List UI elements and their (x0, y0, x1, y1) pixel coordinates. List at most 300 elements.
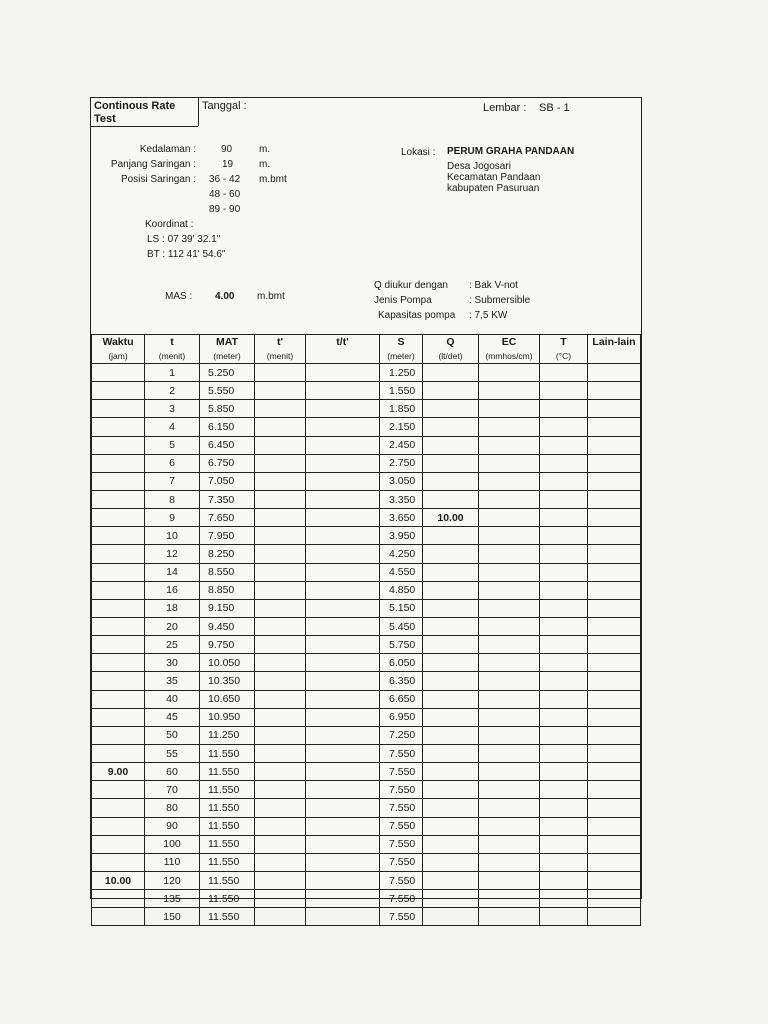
s-cell: 1.550 (380, 382, 423, 400)
waktu-cell: 9.00 (92, 763, 145, 781)
q-cell (423, 617, 479, 635)
mat-cell: 6.450 (200, 436, 255, 454)
ec-cell (479, 744, 540, 762)
table-row (92, 418, 641, 436)
t-cell: 8 (145, 490, 200, 508)
table-row (92, 744, 641, 762)
q-cell (423, 871, 479, 889)
q-cell (423, 636, 479, 654)
t-prime-cell (255, 726, 306, 744)
table-row (92, 472, 641, 490)
s-cell: 5.150 (380, 599, 423, 617)
q-cell (423, 908, 479, 926)
temp-cell (540, 636, 588, 654)
table-row (92, 672, 641, 690)
t-cell: 40 (145, 690, 200, 708)
lain-lain-cell (588, 654, 641, 672)
mat-cell: 11.250 (200, 726, 255, 744)
ec-cell (479, 599, 540, 617)
table-row (92, 763, 641, 781)
t-cell: 35 (145, 672, 200, 690)
ec-cell (479, 545, 540, 563)
table-row (92, 527, 641, 545)
table-row (92, 853, 641, 871)
t-prime-cell (255, 599, 306, 617)
lain-lain-cell (588, 599, 641, 617)
temp-cell (540, 853, 588, 871)
waktu-cell (92, 364, 145, 382)
kapasitas-pompa-value: : 7,5 KW (469, 310, 508, 321)
mas-label: MAS : (165, 291, 193, 302)
temp-cell (540, 581, 588, 599)
lembar-label: Lembar : (483, 102, 527, 114)
col-header: Lain-lain (588, 335, 641, 350)
ec-cell (479, 527, 540, 545)
temp-cell (540, 527, 588, 545)
posisi-saringan-label: Posisi Saringan : (120, 174, 196, 185)
s-cell: 6.950 (380, 708, 423, 726)
temp-cell (540, 490, 588, 508)
mat-cell: 9.150 (200, 599, 255, 617)
table-units-row (92, 349, 641, 364)
s-cell: 7.550 (380, 817, 423, 835)
t-ratio-cell (306, 817, 380, 835)
col-unit: (menit) (255, 349, 306, 364)
jenis-pompa-label: Jenis Pompa (374, 295, 432, 306)
t-ratio-cell (306, 599, 380, 617)
temp-cell (540, 708, 588, 726)
ec-cell (479, 672, 540, 690)
mat-cell: 11.550 (200, 853, 255, 871)
lain-lain-cell (588, 563, 641, 581)
mas-value: 4.00 (215, 291, 235, 302)
t-cell: 100 (145, 835, 200, 853)
mat-cell: 9.750 (200, 636, 255, 654)
t-ratio-cell (306, 763, 380, 781)
q-cell (423, 672, 479, 690)
t-cell: 45 (145, 708, 200, 726)
mat-cell: 10.950 (200, 708, 255, 726)
waktu-cell (92, 472, 145, 490)
t-cell: 3 (145, 400, 200, 418)
temp-cell (540, 418, 588, 436)
title-underline (91, 126, 198, 127)
s-cell: 3.050 (380, 472, 423, 490)
q-cell (423, 726, 479, 744)
s-cell: 7.550 (380, 871, 423, 889)
ec-cell (479, 708, 540, 726)
waktu-cell (92, 400, 145, 418)
ec-cell (479, 490, 540, 508)
q-cell (423, 364, 479, 382)
q-cell (423, 545, 479, 563)
ec-cell (479, 454, 540, 472)
ec-cell (479, 382, 540, 400)
waktu-cell (92, 890, 145, 908)
t-ratio-cell (306, 835, 380, 853)
q-cell (423, 890, 479, 908)
s-cell: 2.150 (380, 418, 423, 436)
mat-cell: 7.650 (200, 509, 255, 527)
temp-cell (540, 563, 588, 581)
lain-lain-cell (588, 490, 641, 508)
t-prime-cell (255, 617, 306, 635)
q-cell (423, 581, 479, 599)
ec-cell (479, 690, 540, 708)
mat-cell: 11.550 (200, 908, 255, 926)
lain-lain-cell (588, 436, 641, 454)
t-cell: 90 (145, 817, 200, 835)
t-prime-cell (255, 817, 306, 835)
mat-cell: 6.150 (200, 418, 255, 436)
koordinat-ls: LS : 07 39' 32.1" (147, 234, 221, 245)
t-prime-cell (255, 690, 306, 708)
lain-lain-cell (588, 871, 641, 889)
t-prime-cell (255, 890, 306, 908)
table-row (92, 509, 641, 527)
waktu-cell (92, 599, 145, 617)
panjang-saringan-label: Panjang Saringan : (110, 159, 196, 170)
lain-lain-cell (588, 726, 641, 744)
pumping-test-table (91, 334, 641, 926)
col-unit: (°C) (540, 349, 588, 364)
q-cell (423, 853, 479, 871)
panjang-saringan-unit: m. (259, 159, 271, 170)
s-cell: 7.550 (380, 853, 423, 871)
t-ratio-cell (306, 581, 380, 599)
t-ratio-cell (306, 472, 380, 490)
waktu-cell (92, 908, 145, 926)
t-ratio-cell (306, 563, 380, 581)
sheet-title: Continous Rate Test (94, 100, 176, 125)
table-row (92, 799, 641, 817)
table-body (92, 364, 641, 926)
waktu-cell (92, 817, 145, 835)
ec-cell (479, 726, 540, 744)
s-cell: 7.250 (380, 726, 423, 744)
t-ratio-cell (306, 490, 380, 508)
s-cell: 5.450 (380, 617, 423, 635)
t-prime-cell (255, 744, 306, 762)
tanggal-label: Tanggal : (202, 100, 247, 112)
lain-lain-cell (588, 527, 641, 545)
q-cell: 10.00 (423, 509, 479, 527)
s-cell: 5.750 (380, 636, 423, 654)
t-cell: 4 (145, 418, 200, 436)
table-row (92, 382, 641, 400)
t-ratio-cell (306, 726, 380, 744)
mat-cell: 11.550 (200, 835, 255, 853)
s-cell: 4.550 (380, 563, 423, 581)
waktu-cell (92, 744, 145, 762)
s-cell: 7.550 (380, 908, 423, 926)
t-cell: 80 (145, 799, 200, 817)
posisi-range-1: 36 - 42 (209, 174, 241, 185)
col-header: EC (479, 335, 540, 350)
col-header: Waktu (92, 335, 145, 350)
mat-cell: 10.050 (200, 654, 255, 672)
table-row (92, 454, 641, 472)
mat-cell: 11.550 (200, 781, 255, 799)
q-cell (423, 763, 479, 781)
q-diukur-value: : Bak V-not (469, 280, 518, 291)
lokasi-label: Lokasi : (401, 147, 436, 158)
t-cell: 1 (145, 364, 200, 382)
t-prime-cell (255, 672, 306, 690)
ec-cell (479, 400, 540, 418)
t-prime-cell (255, 400, 306, 418)
q-cell (423, 382, 479, 400)
temp-cell (540, 763, 588, 781)
temp-cell (540, 364, 588, 382)
col-header: S (380, 335, 423, 350)
temp-cell (540, 599, 588, 617)
s-cell: 4.850 (380, 581, 423, 599)
t-ratio-cell (306, 454, 380, 472)
table-header-row (92, 335, 641, 350)
table-row (92, 400, 641, 418)
waktu-cell (92, 799, 145, 817)
t-cell: 30 (145, 654, 200, 672)
lokasi-kecamatan: Kecamatan Pandaan (447, 172, 541, 183)
col-header: MAT (200, 335, 255, 350)
waktu-cell (92, 636, 145, 654)
kedalaman-value: 90 (221, 144, 233, 155)
table-row (92, 781, 641, 799)
ec-cell (479, 890, 540, 908)
temp-cell (540, 890, 588, 908)
q-cell (423, 418, 479, 436)
waktu-cell (92, 708, 145, 726)
temp-cell (540, 472, 588, 490)
q-cell (423, 781, 479, 799)
lain-lain-cell (588, 382, 641, 400)
t-cell: 110 (145, 853, 200, 871)
t-prime-cell (255, 581, 306, 599)
table-row (92, 563, 641, 581)
lokasi-desa: Desa Jogosari (447, 161, 511, 172)
s-cell: 7.550 (380, 890, 423, 908)
lain-lain-cell (588, 781, 641, 799)
lain-lain-cell (588, 400, 641, 418)
t-ratio-cell (306, 908, 380, 926)
t-prime-cell (255, 763, 306, 781)
mat-cell: 9.450 (200, 617, 255, 635)
koordinat-label: Koordinat : (145, 219, 194, 230)
waktu-cell (92, 781, 145, 799)
q-cell (423, 799, 479, 817)
table-row (92, 690, 641, 708)
t-prime-cell (255, 908, 306, 926)
mat-cell: 7.950 (200, 527, 255, 545)
table-row (92, 654, 641, 672)
t-prime-cell (255, 382, 306, 400)
s-cell: 3.950 (380, 527, 423, 545)
mat-cell: 7.350 (200, 490, 255, 508)
ec-cell (479, 799, 540, 817)
q-cell (423, 654, 479, 672)
table-row (92, 835, 641, 853)
q-cell (423, 835, 479, 853)
mat-cell: 6.750 (200, 454, 255, 472)
lokasi-value: PERUM GRAHA PANDAAN (447, 146, 575, 157)
t-ratio-cell (306, 436, 380, 454)
temp-cell (540, 781, 588, 799)
t-prime-cell (255, 654, 306, 672)
col-header: t' (255, 335, 306, 350)
ec-cell (479, 853, 540, 871)
temp-cell (540, 545, 588, 563)
q-cell (423, 817, 479, 835)
mat-cell: 11.550 (200, 744, 255, 762)
ec-cell (479, 563, 540, 581)
t-cell: 70 (145, 781, 200, 799)
col-unit (588, 349, 641, 364)
t-cell: 7 (145, 472, 200, 490)
temp-cell (540, 817, 588, 835)
lain-lain-cell (588, 418, 641, 436)
mat-cell: 5.550 (200, 382, 255, 400)
t-cell: 12 (145, 545, 200, 563)
lain-lain-cell (588, 817, 641, 835)
lain-lain-cell (588, 636, 641, 654)
lain-lain-cell (588, 454, 641, 472)
q-cell (423, 400, 479, 418)
t-cell: 25 (145, 636, 200, 654)
waktu-cell (92, 690, 145, 708)
waktu-cell (92, 436, 145, 454)
waktu-cell (92, 672, 145, 690)
waktu-cell (92, 382, 145, 400)
t-prime-cell (255, 527, 306, 545)
temp-cell (540, 871, 588, 889)
t-prime-cell (255, 509, 306, 527)
t-prime-cell (255, 545, 306, 563)
t-ratio-cell (306, 654, 380, 672)
ec-cell (479, 418, 540, 436)
s-cell: 6.050 (380, 654, 423, 672)
ec-cell (479, 617, 540, 635)
koordinat-bt: BT : 112 41' 54.6" (147, 249, 226, 260)
panjang-saringan-value: 19 (222, 159, 234, 170)
waktu-cell (92, 726, 145, 744)
table-row (92, 726, 641, 744)
t-prime-cell (255, 563, 306, 581)
waktu-cell (92, 617, 145, 635)
temp-cell (540, 672, 588, 690)
s-cell: 7.550 (380, 799, 423, 817)
t-ratio-cell (306, 708, 380, 726)
t-cell: 120 (145, 871, 200, 889)
lain-lain-cell (588, 509, 641, 527)
posisi-unit: m.bmt (259, 174, 287, 185)
t-cell: 5 (145, 436, 200, 454)
q-cell (423, 472, 479, 490)
col-unit: (meter) (200, 349, 255, 364)
t-ratio-cell (306, 871, 380, 889)
lain-lain-cell (588, 763, 641, 781)
t-prime-cell (255, 454, 306, 472)
t-ratio-cell (306, 617, 380, 635)
table-row (92, 817, 641, 835)
t-cell: 9 (145, 509, 200, 527)
t-ratio-cell (306, 636, 380, 654)
t-prime-cell (255, 835, 306, 853)
waktu-cell (92, 654, 145, 672)
waktu-cell (92, 563, 145, 581)
lain-lain-cell (588, 617, 641, 635)
t-ratio-cell (306, 418, 380, 436)
jenis-pompa-value: : Submersible (469, 295, 531, 306)
col-unit: (mmhos/cm) (479, 349, 540, 364)
s-cell: 1.850 (380, 400, 423, 418)
ec-cell (479, 817, 540, 835)
t-prime-cell (255, 490, 306, 508)
lain-lain-cell (588, 364, 641, 382)
temp-cell (540, 400, 588, 418)
table-row (92, 436, 641, 454)
mat-cell: 11.550 (200, 890, 255, 908)
table-row (92, 545, 641, 563)
t-prime-cell (255, 853, 306, 871)
s-cell: 6.650 (380, 690, 423, 708)
lain-lain-cell (588, 853, 641, 871)
waktu-cell (92, 853, 145, 871)
col-unit: (menit) (145, 349, 200, 364)
mat-cell: 7.050 (200, 472, 255, 490)
waktu-cell (92, 418, 145, 436)
kedalaman-label: Kedalaman : (139, 144, 196, 155)
col-header: t/t' (306, 335, 380, 350)
t-ratio-cell (306, 799, 380, 817)
t-ratio-cell (306, 781, 380, 799)
t-prime-cell (255, 871, 306, 889)
temp-cell (540, 908, 588, 926)
lain-lain-cell (588, 744, 641, 762)
t-ratio-cell (306, 527, 380, 545)
temp-cell (540, 726, 588, 744)
ec-cell (479, 509, 540, 527)
s-cell: 7.550 (380, 835, 423, 853)
lokasi-kabupaten: kabupaten Pasuruan (447, 183, 540, 194)
col-unit: (lt/det) (423, 349, 479, 364)
test-sheet (90, 97, 642, 923)
mat-cell: 10.350 (200, 672, 255, 690)
waktu-cell (92, 545, 145, 563)
ec-cell (479, 472, 540, 490)
lain-lain-cell (588, 890, 641, 908)
t-cell: 55 (145, 744, 200, 762)
temp-cell (540, 835, 588, 853)
t-prime-cell (255, 799, 306, 817)
lain-lain-cell (588, 799, 641, 817)
q-cell (423, 563, 479, 581)
s-cell: 4.250 (380, 545, 423, 563)
t-prime-cell (255, 364, 306, 382)
s-cell: 7.550 (380, 744, 423, 762)
t-cell: 6 (145, 454, 200, 472)
s-cell: 3.650 (380, 509, 423, 527)
lain-lain-cell (588, 690, 641, 708)
table-row (92, 636, 641, 654)
s-cell: 3.350 (380, 490, 423, 508)
s-cell: 7.550 (380, 763, 423, 781)
t-cell: 50 (145, 726, 200, 744)
ec-cell (479, 908, 540, 926)
temp-cell (540, 690, 588, 708)
t-cell: 14 (145, 563, 200, 581)
t-prime-cell (255, 708, 306, 726)
